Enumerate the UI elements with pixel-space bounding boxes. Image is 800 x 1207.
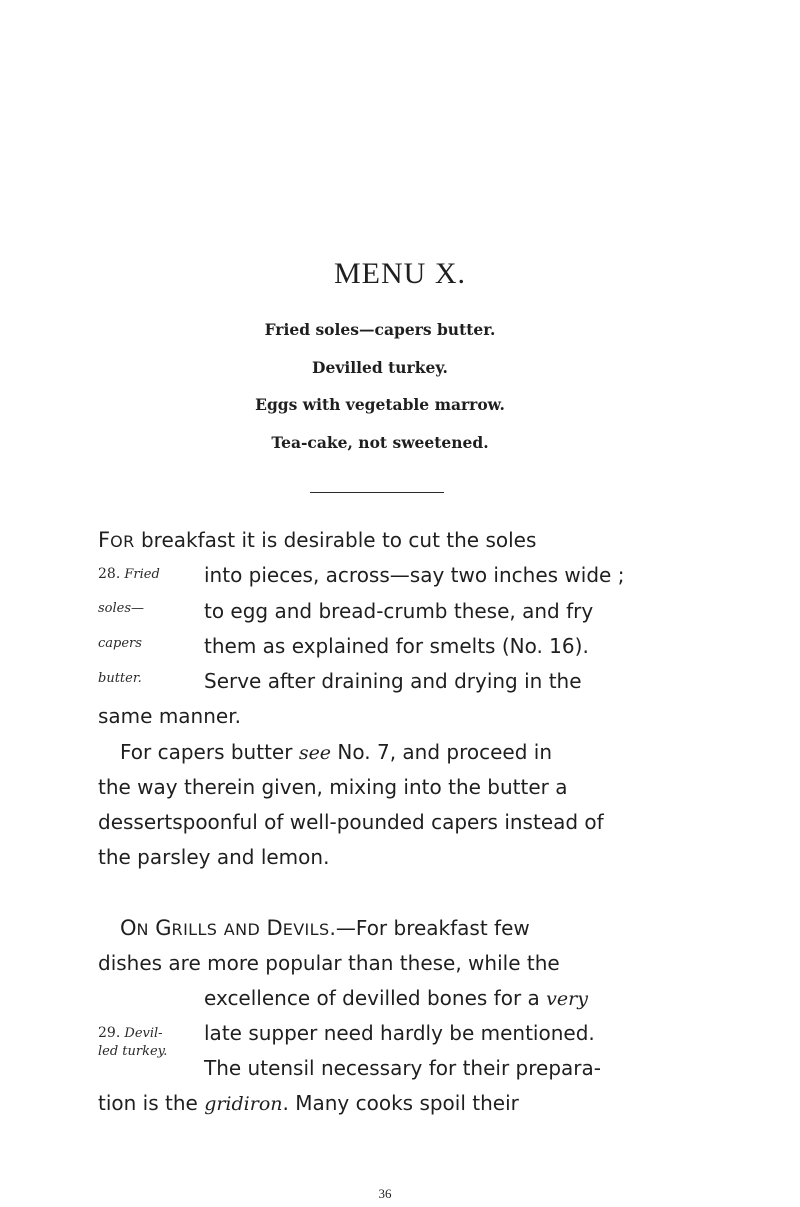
line-text: same manner. <box>98 704 241 728</box>
paragraph-line <box>0 734 800 770</box>
page-number: 36 <box>378 1186 392 1201</box>
margin-note-line: led turkey. <box>98 1044 168 1059</box>
paragraph-line <box>0 804 800 840</box>
margin-note-line: capers <box>98 636 142 651</box>
paragraph-line <box>0 839 800 875</box>
italic-very: very <box>546 988 588 1010</box>
margin-note-line: Devil- <box>124 1026 163 1041</box>
small-cap-initial: D <box>266 916 283 940</box>
small-cap-rest: AND <box>223 920 261 939</box>
margin-note-number: 29. <box>98 1025 121 1041</box>
line-text: into pieces, across—say two inches wide ; <box>204 563 625 587</box>
small-cap-initial: G <box>155 916 172 940</box>
menu-list <box>0 318 760 468</box>
line-text: dishes are more popular than these, while the <box>98 951 560 975</box>
margin-note-line: soles— <box>98 601 145 616</box>
menu-item-soles: Fried soles—capers butter. <box>264 320 496 339</box>
small-cap-rest: OR <box>110 532 135 551</box>
line-text: them as explained for smelts (No. 16). <box>204 634 589 658</box>
line-text <box>204 980 588 1017</box>
menu-item-turkey: Devilled turkey. <box>312 357 448 377</box>
line-text: the way therein given, mixing into the butter a <box>98 775 568 799</box>
paragraph-line <box>0 1085 800 1121</box>
margin-note-line: butter. <box>98 671 142 686</box>
line-text: dessertspoonful of well-pounded capers instead of <box>98 810 604 834</box>
line-text-part: tion is the <box>98 1091 205 1115</box>
line-text: breakfast it is desirable to cut the soles <box>134 528 537 552</box>
paragraph-line <box>0 910 800 946</box>
menu-item-eggs: Eggs with vegetable marrow. <box>255 395 505 414</box>
margin-note-29 <box>98 1025 163 1042</box>
margin-note-number: 28. <box>98 566 121 582</box>
line-text-part: For capers butter <box>120 740 299 764</box>
line-text: the parsley and lemon. <box>98 845 330 869</box>
line-text: The utensil necessary for their prepara- <box>204 1056 601 1080</box>
small-cap-initial: O <box>120 916 137 940</box>
small-cap-rest: RILLS <box>171 920 218 939</box>
italic-see: see <box>298 742 332 764</box>
margin-note-28 <box>98 566 160 583</box>
section-divider <box>310 492 444 493</box>
small-cap-initial: F <box>98 528 111 552</box>
page-title: MENU X. <box>334 257 466 290</box>
paragraph-opening <box>120 910 530 948</box>
paragraph-line <box>0 769 800 805</box>
paragraph-line <box>0 698 800 734</box>
paragraph-line <box>0 980 800 1016</box>
line-text-part: .—For breakfast few <box>329 916 530 940</box>
line-text <box>120 734 552 771</box>
paragraph-line <box>0 522 800 558</box>
line-text-part: excellence of devilled bones for a <box>204 986 547 1010</box>
line-text-part: No. 7, and proceed in <box>331 740 553 764</box>
small-cap-rest: N <box>136 920 149 939</box>
line-text: Serve after draining and drying in the <box>204 669 582 693</box>
small-cap-rest: EVILS <box>282 920 330 939</box>
line-text-part: . Many cooks spoil their <box>282 1091 519 1115</box>
menu-item-tea-cake: Tea-cake, not sweetened. <box>271 432 489 452</box>
margin-note-line: Fried <box>124 567 160 582</box>
paragraph-line <box>0 945 800 981</box>
line-text: late supper need hardly be mentioned. <box>204 1021 595 1045</box>
paragraph-opening <box>98 522 536 560</box>
italic-gridiron: gridiron <box>204 1093 283 1115</box>
line-text <box>98 1085 519 1122</box>
line-text: to egg and bread-crumb these, and fry <box>204 599 594 623</box>
